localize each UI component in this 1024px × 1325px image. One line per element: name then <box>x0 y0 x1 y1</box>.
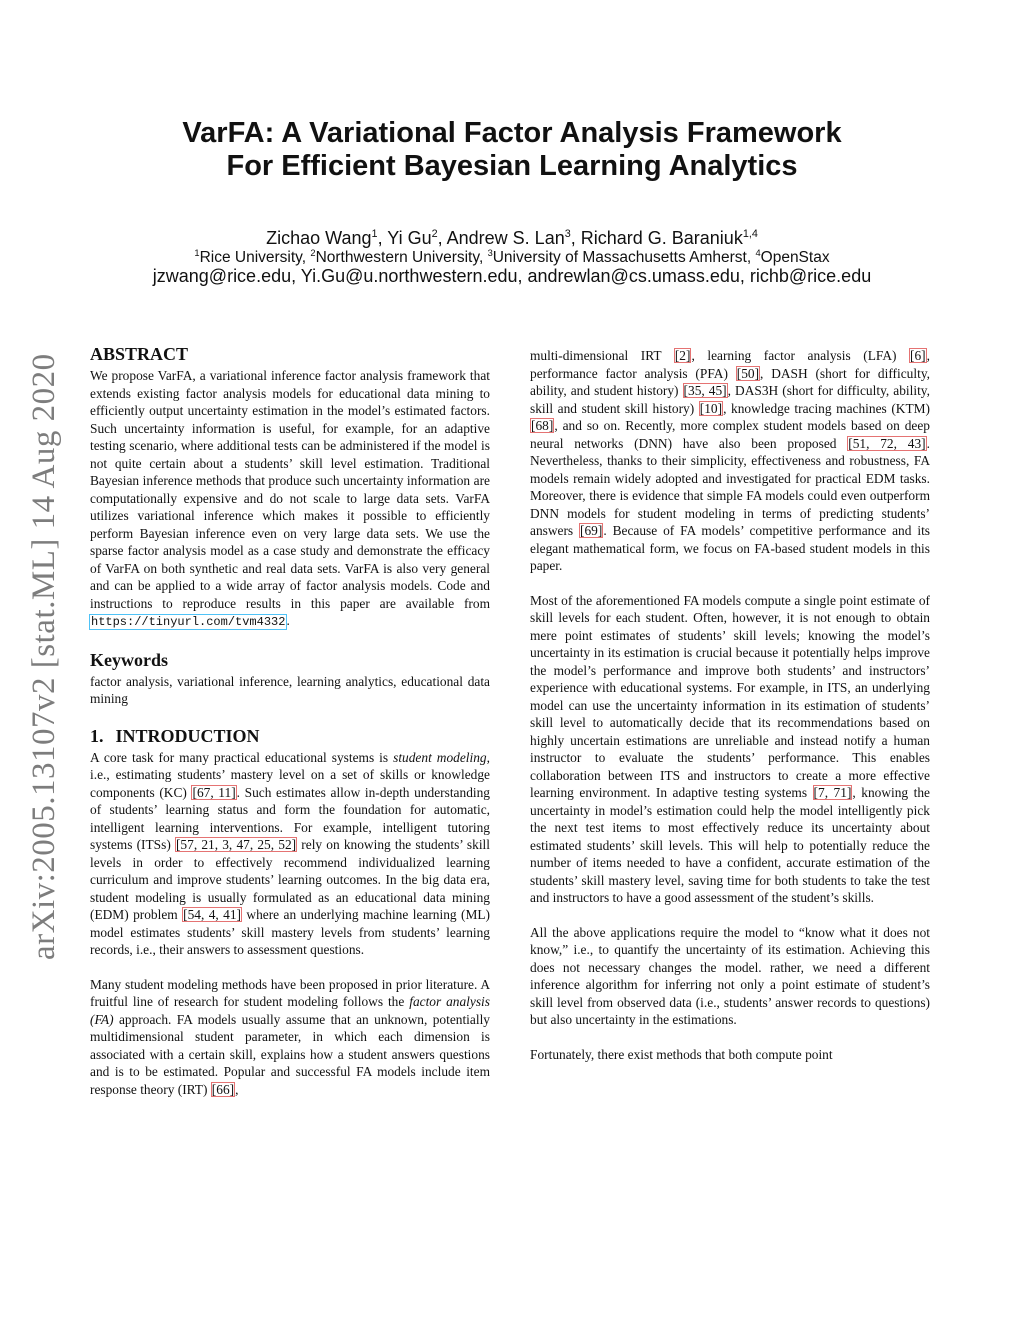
text-run: approach. FA models usually assume that an unknown, potentially multidimensional student parameter, in which each dimension is associated with a certain skill, explains how a student answers questions and is to be estimated. Popular and successful FA models include item response theory (IRT) <box>90 1011 490 1097</box>
affiliation: Northwestern University, <box>315 249 488 266</box>
text-run: A core task for many practical educational systems is <box>90 749 394 765</box>
author: Andrew S. Lan$^3$, <box>446 228 581 248</box>
citation-link[interactable]: [7, 71] <box>813 785 852 800</box>
author: Zichao Wang$^1$, <box>266 228 388 248</box>
abstract-heading: ABSTRACT <box>90 344 189 364</box>
affiliation: Rice University, <box>199 249 311 266</box>
author: Yi Gu$^2$, <box>387 228 447 248</box>
right-column <box>530 347 930 1063</box>
paper-title-line-1: VarFA: A Variational Factor Analysis Framework <box>182 117 842 149</box>
intro-paragraph-6 <box>530 1046 930 1064</box>
citation-link[interactable]: [68] <box>531 418 554 433</box>
emphasized-term: factor analysis (FA) <box>90 994 490 1027</box>
introduction-heading: 1. INTRODUCTION <box>90 725 260 746</box>
code-link[interactable]: https://tinyurl.com/tvm4332 <box>91 615 286 629</box>
citation-link[interactable]: [35, 45] <box>683 383 727 398</box>
citation-link[interactable]: [2] <box>674 348 691 363</box>
citation-link[interactable]: [10] <box>699 400 723 416</box>
text-run: , knowing the uncertainty in model’s estimation could help the model intelligently pick the next test items to most effectively reduce its uncertainty about estimated students’ skill levels. This will help to potentially reduce the number of items needed to have a confident, accurate estimation of the students’ skill mastery level, saving time for both students to take the test and instructors to have a good assessment of the student’s skills. <box>530 785 930 905</box>
intro-paragraph-3 <box>530 347 930 575</box>
left-column <box>90 343 490 1098</box>
abstract-text: We propose VarFA, a variational inference factor analysis framework that extends existing factor analysis models for educational data mining to efficiently output uncertainty estimation in the model’s estimated factors. Such uncertainty information is useful, for example, for an adaptive testing scenario, where additional tests can be administered if the model is not quite certain about a students’ skill level estimation. Traditional Bayesian inference methods that produce such uncertainty information are computationally expensive and do not scale to large data sets. VarFA utilizes variational inference which makes it possible to efficiently perform Bayesian inference even on very large data sets. We use the sparse factor analysis model as a case study and demonstrate the efficacy of VarFA on both synthetic and real data sets. VarFA is also very general and can be applied to a wide array of factor analysis models. Code and instructions to reproduce results in this paper are available from https://tinyurl.com/tvm4332. <box>90 368 490 629</box>
paper-title-line-2: For Efficient Bayesian Learning Analytics <box>226 150 798 182</box>
author-list <box>0 227 1024 249</box>
citation-link[interactable]: [69] <box>580 523 603 538</box>
intro-paragraph-5 <box>530 924 930 1029</box>
intro-paragraph-4 <box>530 592 930 907</box>
citation-link[interactable]: [51, 72, 43] <box>848 435 926 451</box>
text-run: multi-dimensional IRT <box>530 348 674 363</box>
text-run: Most of the aforementioned FA models compute a single point estimate of skill levels for each student. Often, however, it is not enough to obtain mere point estimates of students’ skill levels; knowing the model’s uncertainty in its estimation is crucial because it potentially helps improve the model’s performance and improve both students’ and instructors’ experience with educational systems. For example, in ITS, an underlying model can use the uncertainty information in its estimation of students’ skill level to automatically decide that its recommendations based on highly uncertain estimations are unreliable and instead notify a human instructor to evaluate the students’ performance. This enables collaboration between ITS and instructors to create a more effective learning environment. In adaptive testing systems <box>530 592 930 800</box>
emphasized-term: student modeling <box>393 749 487 765</box>
citation-link[interactable]: [66] <box>211 1081 235 1097</box>
text-run: rely on knowing the students’ skill levels in order to effectively recommend individualized learning curriculum and improve students’ learning outcomes. In the big data era, student modeling is usually formulated as an educational data mining (EDM) problem <box>90 837 490 922</box>
text-run: Many student modeling methods have been proposed in prior literature. A fruitful line of research for student modeling follows the <box>90 976 490 1009</box>
text-run: , DAS3H (short for difficulty, ability, skill and student skill history) <box>530 383 930 416</box>
citation-link[interactable]: [67, 11] <box>192 784 236 800</box>
intro-paragraph-1 <box>90 749 490 959</box>
text-run: . Such estimates allow in-depth understanding of students’ learning status and form the foundation for automatic, intelligent learning interventions. For example, intelligent tutoring systems (ITSs) <box>90 784 490 852</box>
text-run: , i.e., estimating students’ mastery level on a set of skills or knowledge components (KC) <box>90 749 490 800</box>
text-run: where an underlying machine learning (ML) model estimates students’ skill mastery levels from students’ learning records, i.e., their answers to assessment questions. <box>90 907 490 957</box>
citation-link[interactable]: [57, 21, 3, 47, 25, 52] <box>175 837 297 852</box>
text-run: . Nevertheless, thanks to their simplicity, effectiveness and robustness, FA models remain widely adopted and investigated for practical EDM tasks. Moreover, there is evidence that simple FA models could even outperform DNN models for student modeling in terms of predicting students’ answers <box>530 435 930 538</box>
affiliation: University of Massachusetts Amherst, <box>492 249 756 266</box>
text-run: , performance factor analysis (PFA) <box>530 348 931 381</box>
keywords-text: factor analysis, variational inference, learning analytics, educational data mining <box>90 673 490 706</box>
text-run: , and so on. Recently, more complex student models based on deep neural networks (DNN) have also been proposed <box>530 418 930 451</box>
text-run: All the above applications require the model to “know what it does not know,” i.e., to quantify the uncertainty of its estimation. Achieving this does not necessary changes the model. rather, we need a different inference algorithm for inferring not only a point estimate of student’s skill level from observed data (i.e., students’ answer records to questions) but also uncertainty in the estimations. <box>530 924 930 1027</box>
citation-link[interactable]: [54, 4, 41] <box>183 907 241 922</box>
citation-link[interactable]: [6] <box>910 348 926 363</box>
text-run: , knowledge tracing machines (KTM) <box>723 400 930 416</box>
keywords-heading: Keywords <box>90 649 168 670</box>
affiliation: OpenStax <box>760 249 830 266</box>
citation-link[interactable]: [50] <box>736 365 760 381</box>
text-run: . Because of FA models’ competitive performance and its elegant mathematical form, we focus on FA-based student models in this paper. <box>530 523 930 573</box>
author: Richard G. Baraniuk$^{1,4}$ <box>580 228 758 248</box>
author-emails: jzwang@rice.edu, Yi.Gu@u.northwestern.edu, andrewlan@cs.umass.edu, richb@rice.edu <box>152 266 872 286</box>
arxiv-identifier: arXiv:2005.13107v2 [stat.ML] 14 Aug 2020 <box>26 353 62 960</box>
text-run: Fortunately, there exist methods that both compute point <box>530 1046 833 1062</box>
text-run: , learning factor analysis (LFA) <box>691 348 910 363</box>
affiliation-list: $^1$Rice University, $^2$Northwestern University, $^3$University of Massachusetts Amherst, $^4$OpenStax <box>194 247 830 266</box>
intro-paragraph-2 <box>90 976 490 1099</box>
text-run: , <box>235 1081 239 1097</box>
text-run: , DASH (short for difficulty, ability, and student history) <box>530 365 930 398</box>
